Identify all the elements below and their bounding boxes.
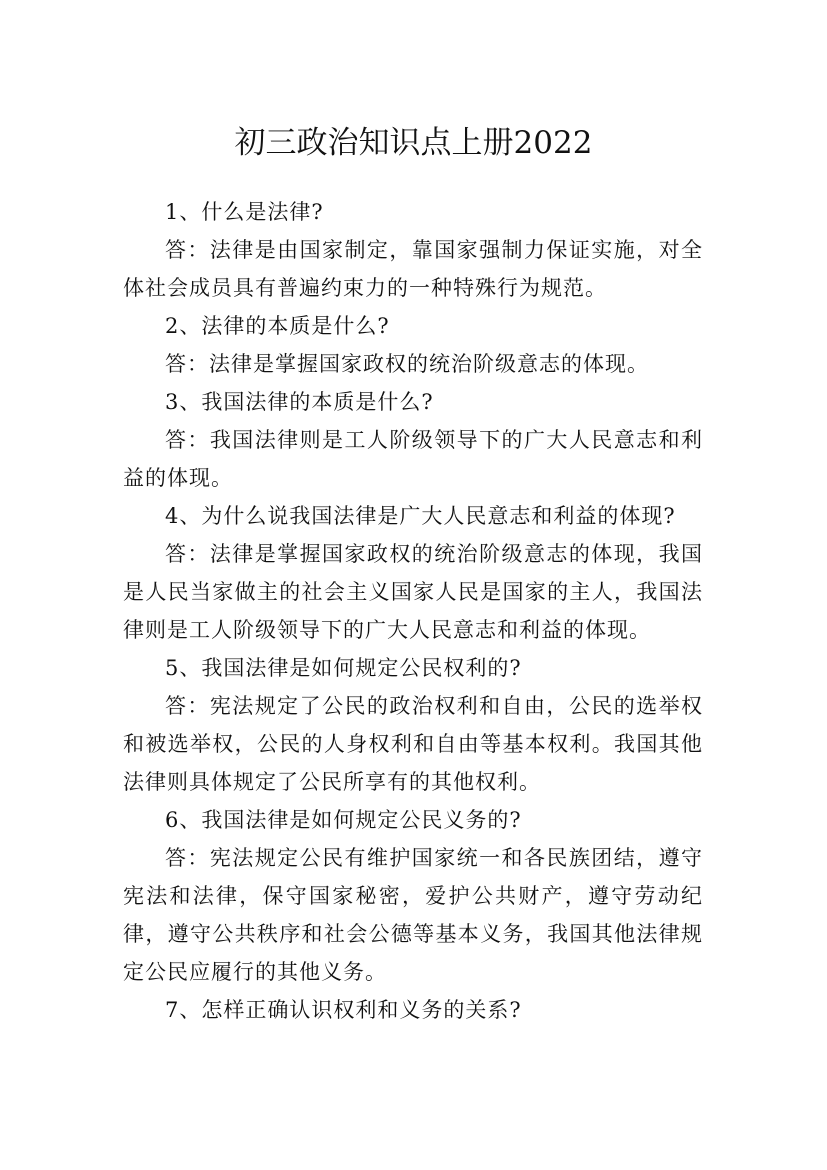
answer-6: 答：宪法规定公民有维护国家统一和各民族团结，遵守宪法和法律，保守国家秘密，爱护公共财产，遵守劳动纪律，遵守公共秩序和社会公德等基本义务，我国其他法律规定公民应履行的其他义务。 xyxy=(123,846,703,984)
page-title: 初三政治知识点上册2022 xyxy=(234,124,593,161)
question-4: 4、为什么说我国法律是广大人民意志和利益的体现? xyxy=(165,504,676,528)
answer-4: 答：法律是掌握国家政权的统治阶级意志的体现，我国是人民当家做主的社会主义国家人民是国家的主人，我国法律则是工人阶级领导下的广大人民意志和利益的体现。 xyxy=(123,542,703,642)
answer-1: 答：法律是由国家制定，靠国家强制力保证实施，对全体社会成员具有普遍约束力的一种特殊行为规范。 xyxy=(123,238,703,300)
question-1: 1、什么是法律? xyxy=(165,200,324,224)
question-3: 3、我国法律的本质是什么? xyxy=(165,390,434,414)
answer-2: 答：法律是掌握国家政权的统治阶级意志的体现。 xyxy=(165,352,649,376)
question-2: 2、法律的本质是什么? xyxy=(165,314,390,338)
answer-3: 答：我国法律则是工人阶级领导下的广大人民意志和利益的体现。 xyxy=(123,428,703,490)
document-body xyxy=(123,193,703,1029)
question-6: 6、我国法律是如何规定公民义务的? xyxy=(165,808,522,832)
answer-5: 答：宪法规定了公民的政治权利和自由，公民的选举权和被选举权，公民的人身权利和自由等基本权利。我国其他法律则具体规定了公民所享有的其他权利。 xyxy=(123,694,703,794)
question-5: 5、我国法律是如何规定公民权利的? xyxy=(165,656,522,680)
question-7: 7、怎样正确认识权利和义务的关系? xyxy=(165,998,522,1022)
